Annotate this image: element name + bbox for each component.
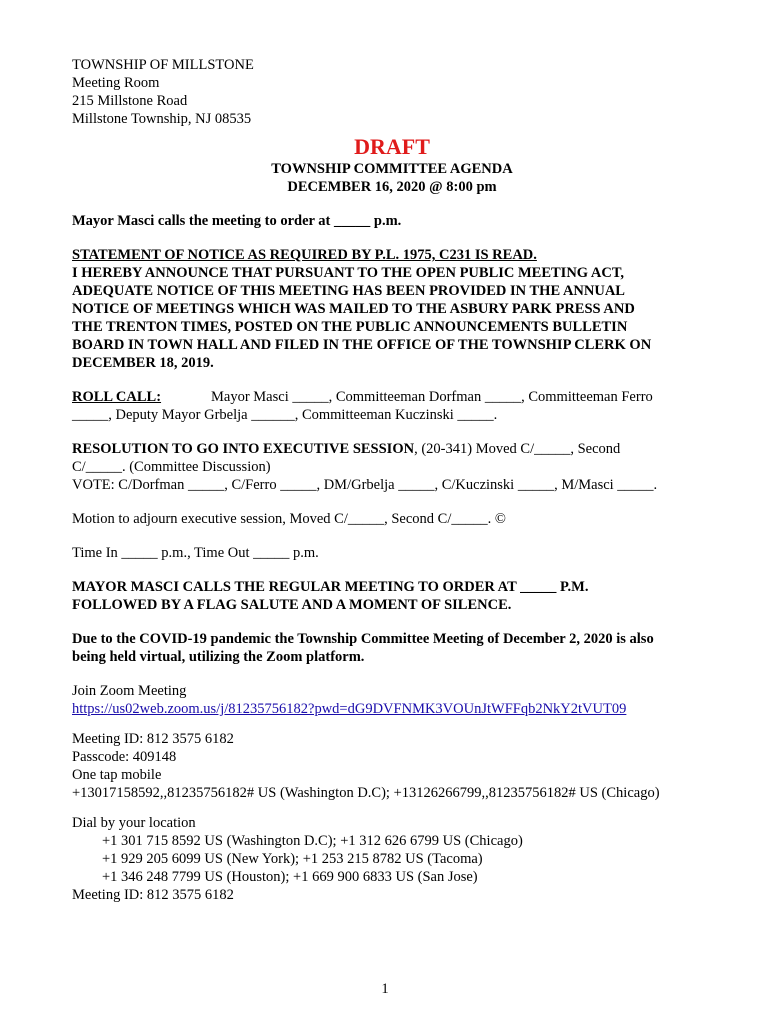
exec-session-vote: VOTE: C/Dorfman _____, C/Ferro _____, DM/Grbelja _____, C/Kuczinski _____, M/Masci _____. xyxy=(72,477,658,493)
notice-line: DECEMBER 18, 2019. xyxy=(72,355,214,371)
call-to-order: Mayor Masci calls the meeting to order at _____ p.m. xyxy=(72,213,402,229)
zoom-join-label: Join Zoom Meeting xyxy=(72,683,187,699)
roll-call-line: Mayor Masci _____, Committeeman Dorfman _____, Committeeman Ferro xyxy=(211,389,653,405)
covid-notice-line: being held virtual, utilizing the Zoom platform. xyxy=(72,649,365,665)
notice-line: THE TRENTON TIMES, POSTED ON THE PUBLIC ANNOUNCEMENTS BULLETIN xyxy=(72,319,628,335)
covid-notice-line: Due to the COVID-19 pandemic the Township Committee Meeting of December 2, 2020 is also xyxy=(72,631,654,647)
one-tap-label: One tap mobile xyxy=(72,767,162,783)
notice-statement xyxy=(72,246,712,372)
meeting-id: Meeting ID: 812 3575 6182 xyxy=(72,731,234,747)
city-state-zip: Millstone Township, NJ 08535 xyxy=(72,111,252,127)
dial-number-line: +1 929 205 6099 US (New York); +1 253 215 8782 US (Tacoma) xyxy=(102,851,483,867)
regular-meeting-line: FOLLOWED BY A FLAG SALUTE AND A MOMENT OF SILENCE. xyxy=(72,597,512,613)
one-tap-numbers: +13017158592,,81235756182# US (Washington D.C); +13126266799,,81235756182# US (Chicago) xyxy=(72,785,660,801)
notice-line: ADEQUATE NOTICE OF THIS MEETING HAS BEEN PROVIDED IN THE ANNUAL xyxy=(72,283,625,299)
document-page xyxy=(72,56,712,904)
notice-line: BOARD IN TOWN HALL AND FILED IN THE OFFICE OF THE TOWNSHIP CLERK ON xyxy=(72,337,652,353)
regular-meeting xyxy=(72,578,712,614)
agenda-title: TOWNSHIP COMMITTEE AGENDA xyxy=(271,161,513,177)
zoom-join xyxy=(72,682,712,718)
roll-call-label: ROLL CALL: xyxy=(72,389,162,405)
page-number: 1 xyxy=(381,981,389,997)
dial-in xyxy=(72,814,712,904)
zoom-details xyxy=(72,730,712,802)
motion-adjourn: Motion to adjourn executive session, Moved C/_____, Second C/_____. © xyxy=(72,511,506,527)
roll-call xyxy=(72,388,712,424)
executive-session xyxy=(72,440,712,494)
notice-heading: STATEMENT OF NOTICE AS REQUIRED BY P.L. 1975, C231 IS READ. xyxy=(72,247,537,263)
regular-meeting-line: MAYOR MASCI CALLS THE REGULAR MEETING TO ORDER AT _____ P.M. xyxy=(72,579,589,595)
roll-call-line: _____, Deputy Mayor Grbelja ______, Committeeman Kuczinski _____. xyxy=(72,407,498,423)
exec-session-label: RESOLUTION TO GO INTO EXECUTIVE SESSION xyxy=(72,441,415,457)
covid-notice xyxy=(72,630,712,666)
address-block xyxy=(72,56,712,128)
time-in-out: Time In _____ p.m., Time Out _____ p.m. xyxy=(72,545,319,561)
notice-line: NOTICE OF MEETINGS WHICH WAS MAILED TO THE ASBURY PARK PRESS AND xyxy=(72,301,635,317)
dial-number-line: +1 346 248 7799 US (Houston); +1 669 900 6833 US (San Jose) xyxy=(102,869,478,885)
exec-session-motion: , (20-341) Moved C/_____, Second xyxy=(414,441,621,457)
draft-stamp: DRAFT xyxy=(354,134,430,159)
zoom-meeting-link[interactable]: https://us02web.zoom.us/j/81235756182?pwd=dG9DVFNMK3VOUnJtWFFqb2NkY2tVUT09 xyxy=(72,701,627,717)
agenda-date: DECEMBER 16, 2020 @ 8:00 pm xyxy=(287,179,497,195)
meeting-id: Meeting ID: 812 3575 6182 xyxy=(72,887,234,903)
exec-session-discussion: C/_____. (Committee Discussion) xyxy=(72,459,271,475)
dial-number-line: +1 301 715 8592 US (Washington D.C); +1 312 626 6799 US (Chicago) xyxy=(102,833,523,849)
org-name: TOWNSHIP OF MILLSTONE xyxy=(72,57,254,73)
street-address: 215 Millstone Road xyxy=(72,93,188,109)
meeting-room: Meeting Room xyxy=(72,75,160,91)
passcode: Passcode: 409148 xyxy=(72,749,177,765)
dial-label: Dial by your location xyxy=(72,815,196,831)
notice-line: I HEREBY ANNOUNCE THAT PURSUANT TO THE OPEN PUBLIC MEETING ACT, xyxy=(72,265,625,281)
